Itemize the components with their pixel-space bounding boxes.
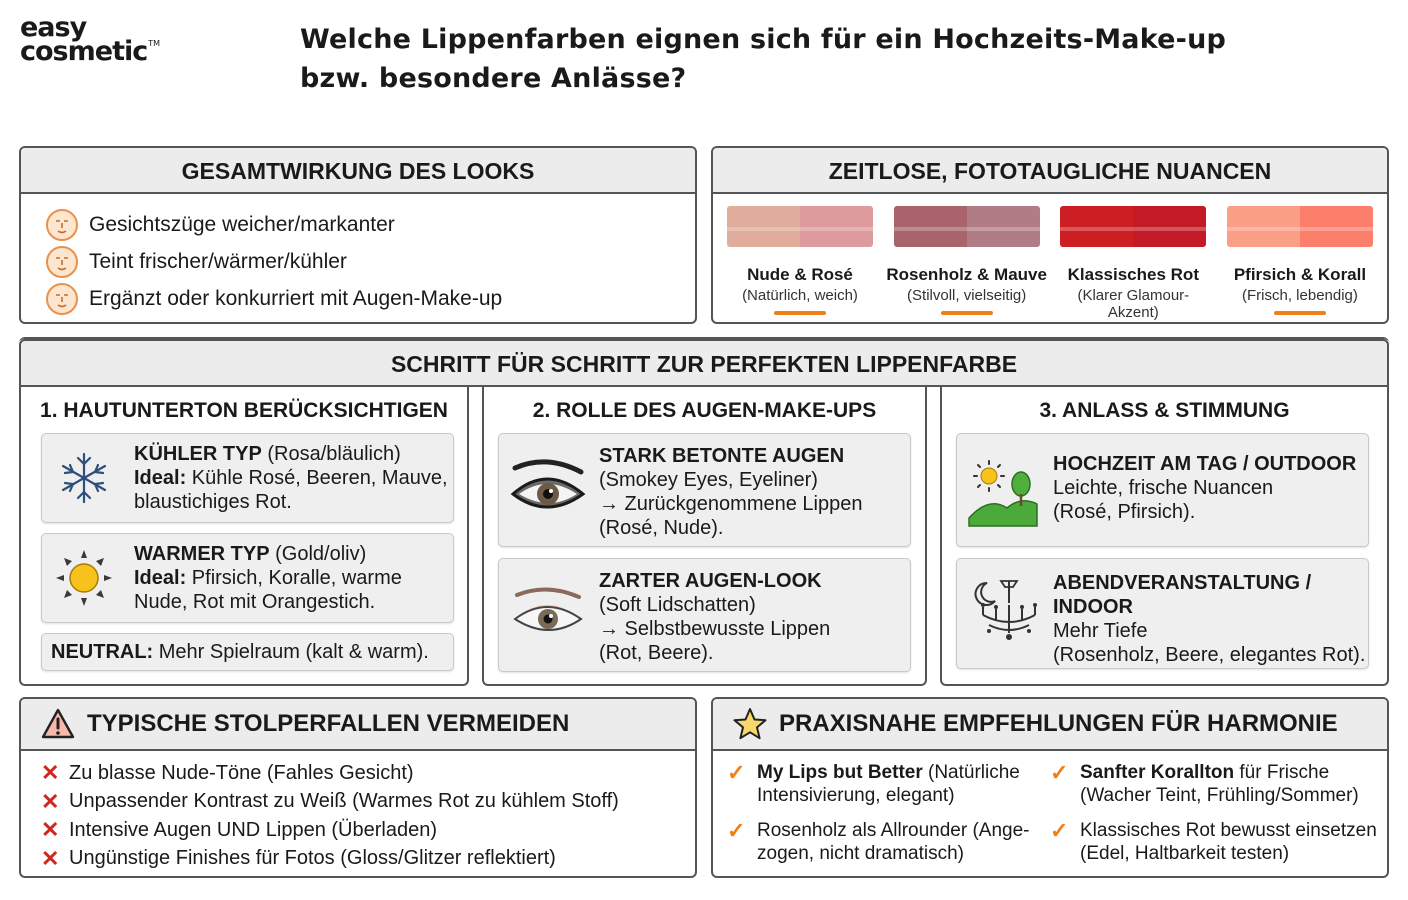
logo-line1: easy bbox=[20, 12, 87, 43]
star-icon bbox=[733, 707, 767, 741]
day-wedding-line2: (Rosé, Pfirsich). bbox=[1053, 501, 1196, 523]
warning-icon bbox=[41, 707, 75, 741]
strong-eyes-line2: → Zurückgenommene Lippen bbox=[599, 493, 863, 515]
cool-type-label: KÜHLER TYP bbox=[134, 443, 262, 465]
tip-bold: Sanfter Korallton bbox=[1080, 762, 1235, 783]
shades-heading: ZEITLOSE, FOTOTAUGLICHE NUANCEN bbox=[713, 148, 1387, 194]
day-wedding-heading: HOCHZEIT AM TAG / OUTDOOR bbox=[1053, 453, 1357, 475]
logo-line2: cosmetic bbox=[20, 36, 148, 68]
neutral-type-card bbox=[41, 633, 454, 671]
cool-type-note: (Rosa/bläulich) bbox=[261, 443, 401, 465]
list-item bbox=[45, 243, 695, 280]
tip-text-2: zogen, nicht dramatisch) bbox=[757, 843, 964, 864]
shade-underline bbox=[774, 311, 826, 315]
cool-type-card bbox=[41, 433, 454, 523]
pitfalls-header bbox=[21, 699, 695, 751]
evening-event-card bbox=[956, 558, 1369, 669]
recommendation-item bbox=[1050, 761, 1359, 807]
cool-ideal-label: Ideal: bbox=[134, 467, 187, 489]
shade-name: Klassisches Rot bbox=[1067, 265, 1199, 284]
shade-desc: (Stilvoll, vielseitig) bbox=[907, 287, 1027, 304]
shade-desc: (Klarer Glamour-Akzent) bbox=[1077, 287, 1190, 321]
tip-text: für Frische bbox=[1234, 762, 1330, 783]
cool-ideal-text: Kühle Rosé, Beeren, Mauve, bbox=[186, 467, 448, 489]
recommendations-header bbox=[713, 699, 1387, 751]
shade-item bbox=[719, 206, 881, 324]
shade-name: Rosenholz & Mauve bbox=[886, 265, 1047, 284]
shade-item bbox=[886, 206, 1048, 324]
recommendation-item bbox=[727, 819, 1030, 865]
day-wedding-card bbox=[956, 433, 1369, 547]
look-effect-panel bbox=[19, 146, 697, 324]
tip-text: Klassisches Rot bewusst einsetzen bbox=[1080, 820, 1377, 841]
strong-eyes-heading: STARK BETONTE AUGEN bbox=[599, 445, 845, 467]
checkmark-icon: ✓ bbox=[1050, 760, 1069, 785]
strong-eyes-line3: (Rosé, Nude). bbox=[599, 517, 724, 539]
look-effect-heading: GESAMTWIRKUNG DES LOOKS bbox=[21, 148, 695, 194]
shade-swatch bbox=[1060, 206, 1206, 247]
recommendation-item bbox=[1050, 819, 1377, 865]
page-title-line2: bzw. besondere Anlässe? bbox=[300, 63, 687, 94]
cross-icon: ✕ bbox=[41, 817, 60, 843]
page-title bbox=[300, 20, 1300, 98]
warm-type-card bbox=[41, 533, 454, 623]
list-item bbox=[41, 788, 695, 817]
shade-underline bbox=[1274, 311, 1326, 315]
step-undertone-column bbox=[19, 387, 469, 686]
shade-swatch bbox=[1227, 206, 1373, 247]
shade-item bbox=[1219, 206, 1381, 324]
list-item bbox=[45, 280, 695, 317]
shade-underline bbox=[941, 311, 993, 315]
warm-ideal-text-2: Nude, Rot mit Orangestich. bbox=[134, 591, 376, 613]
step-eye-makeup-column bbox=[482, 387, 927, 686]
evening-event-line1: Mehr Tiefe bbox=[1053, 620, 1148, 642]
look-effect-list bbox=[21, 194, 695, 317]
tip-text-2: (Edel, Haltbarkeit testen) bbox=[1080, 843, 1290, 864]
tip-text: Rosenholz als Allrounder (Ange- bbox=[757, 820, 1030, 841]
soft-eyes-line1: (Soft Lidschatten) bbox=[599, 594, 756, 616]
shade-name: Pfirsich & Korall bbox=[1233, 265, 1367, 284]
shade-name: Nude & Rosé bbox=[747, 265, 853, 284]
recommendations-panel bbox=[711, 697, 1389, 878]
shade-swatch bbox=[894, 206, 1040, 247]
pitfalls-list bbox=[21, 751, 695, 873]
brand-logo bbox=[20, 12, 161, 68]
sun-icon bbox=[54, 548, 114, 608]
step-occasion-title: 3. ANLASS & STIMMUNG bbox=[1039, 399, 1290, 422]
smokey-eye-icon bbox=[509, 458, 587, 518]
pitfall-text: Unpassender Kontrast zu Weiß (Warmes Rot zu kühlem Stoff) bbox=[69, 790, 619, 813]
tip-text: (Natürliche bbox=[922, 762, 1020, 783]
soft-eyes-heading: ZARTER AUGEN-LOOK bbox=[599, 570, 822, 592]
pitfall-text: Zu blasse Nude-Töne (Fahles Gesicht) bbox=[69, 761, 414, 784]
soft-eyes-line2: → Selbstbewusste Lippen bbox=[599, 618, 831, 640]
cross-icon: ✕ bbox=[41, 788, 60, 814]
evening-event-line2: (Rosenholz, Beere, elegantes Rot). bbox=[1053, 644, 1366, 666]
tip-text-2: (Wacher Teint, Frühling/Sommer) bbox=[1080, 785, 1359, 806]
strong-eyes-card bbox=[498, 433, 911, 547]
step-undertone-title: 1. HAUTUNTERTON BERÜCKSICHTIGEN bbox=[40, 399, 448, 422]
tip-text-2: Intensivierung, elegant) bbox=[757, 785, 955, 806]
soft-eye-icon bbox=[509, 583, 587, 643]
checkmark-icon: ✓ bbox=[727, 818, 746, 843]
list-item bbox=[41, 845, 695, 874]
logo-trademark: TM bbox=[148, 39, 161, 49]
warm-ideal-label: Ideal: bbox=[134, 567, 187, 589]
pitfall-text: Intensive Augen UND Lippen (Überladen) bbox=[69, 818, 437, 841]
shade-item bbox=[1052, 206, 1214, 324]
list-item bbox=[41, 759, 695, 788]
snowflake-icon bbox=[56, 448, 112, 508]
soft-eyes-line3: (Rot, Beere). bbox=[599, 642, 714, 664]
look-item-text: Teint frischer/wärmer/kühler bbox=[89, 249, 347, 273]
cross-icon: ✕ bbox=[41, 760, 60, 786]
checkmark-icon: ✓ bbox=[727, 760, 746, 785]
list-item bbox=[41, 816, 695, 845]
warm-ideal-text: Pfirsich, Koralle, warme bbox=[186, 567, 402, 589]
step-eye-makeup-title: 2. ROLLE DES AUGEN-MAKE-UPS bbox=[532, 399, 877, 422]
checkmark-icon: ✓ bbox=[1050, 818, 1069, 843]
evening-event-heading: ABENDVERANSTALTUNG / INDOOR bbox=[1053, 572, 1312, 618]
chandelier-moon-icon bbox=[967, 577, 1039, 649]
cross-icon: ✕ bbox=[41, 845, 60, 871]
cool-ideal-text-2: blaustichiges Rot. bbox=[134, 491, 292, 513]
warm-type-label: WARMER TYP bbox=[134, 543, 270, 565]
shades-panel bbox=[711, 146, 1389, 324]
tip-bold: My Lips but Better bbox=[757, 762, 923, 783]
shades-list bbox=[713, 194, 1387, 324]
pitfalls-heading: TYPISCHE STOLPERFALLEN VERMEIDEN bbox=[87, 710, 570, 737]
look-item-text: Gesichtszüge weicher/markanter bbox=[89, 212, 395, 236]
steps-heading: SCHRITT FÜR SCHRITT ZUR PERFEKTEN LIPPENFARBE bbox=[19, 339, 1389, 387]
recommendation-item bbox=[727, 761, 1020, 807]
face-icon bbox=[45, 282, 79, 316]
neutral-text: Mehr Spielraum (kalt & warm). bbox=[153, 641, 429, 663]
look-item-text: Ergänzt oder konkurriert mit Augen-Make-up bbox=[89, 286, 503, 310]
pitfall-text: Ungünstige Finishes für Fotos (Gloss/Glitzer reflektiert) bbox=[69, 847, 556, 870]
shade-swatch bbox=[727, 206, 873, 247]
step-occasion-column bbox=[940, 387, 1389, 686]
face-icon bbox=[45, 208, 79, 242]
list-item bbox=[45, 206, 695, 243]
soft-eyes-card bbox=[498, 558, 911, 672]
warm-type-note: (Gold/oliv) bbox=[269, 543, 367, 565]
neutral-label: NEUTRAL: bbox=[51, 641, 154, 663]
page-title-line1: Welche Lippenfarben eignen sich für ein Hochzeits-Make-up bbox=[300, 24, 1227, 55]
shade-desc: (Frisch, lebendig) bbox=[1242, 287, 1358, 304]
recommendations-heading: PRAXISNAHE EMPFEHLUNGEN FÜR HARMONIE bbox=[779, 710, 1338, 737]
shade-desc: (Natürlich, weich) bbox=[742, 287, 858, 304]
strong-eyes-line1: (Smokey Eyes, Eyeliner) bbox=[599, 469, 818, 491]
outdoor-landscape-icon bbox=[967, 458, 1039, 528]
day-wedding-line1: Leichte, frische Nuancen bbox=[1053, 477, 1274, 499]
steps-panel bbox=[19, 337, 1389, 684]
face-icon bbox=[45, 245, 79, 279]
pitfalls-panel bbox=[19, 697, 697, 878]
